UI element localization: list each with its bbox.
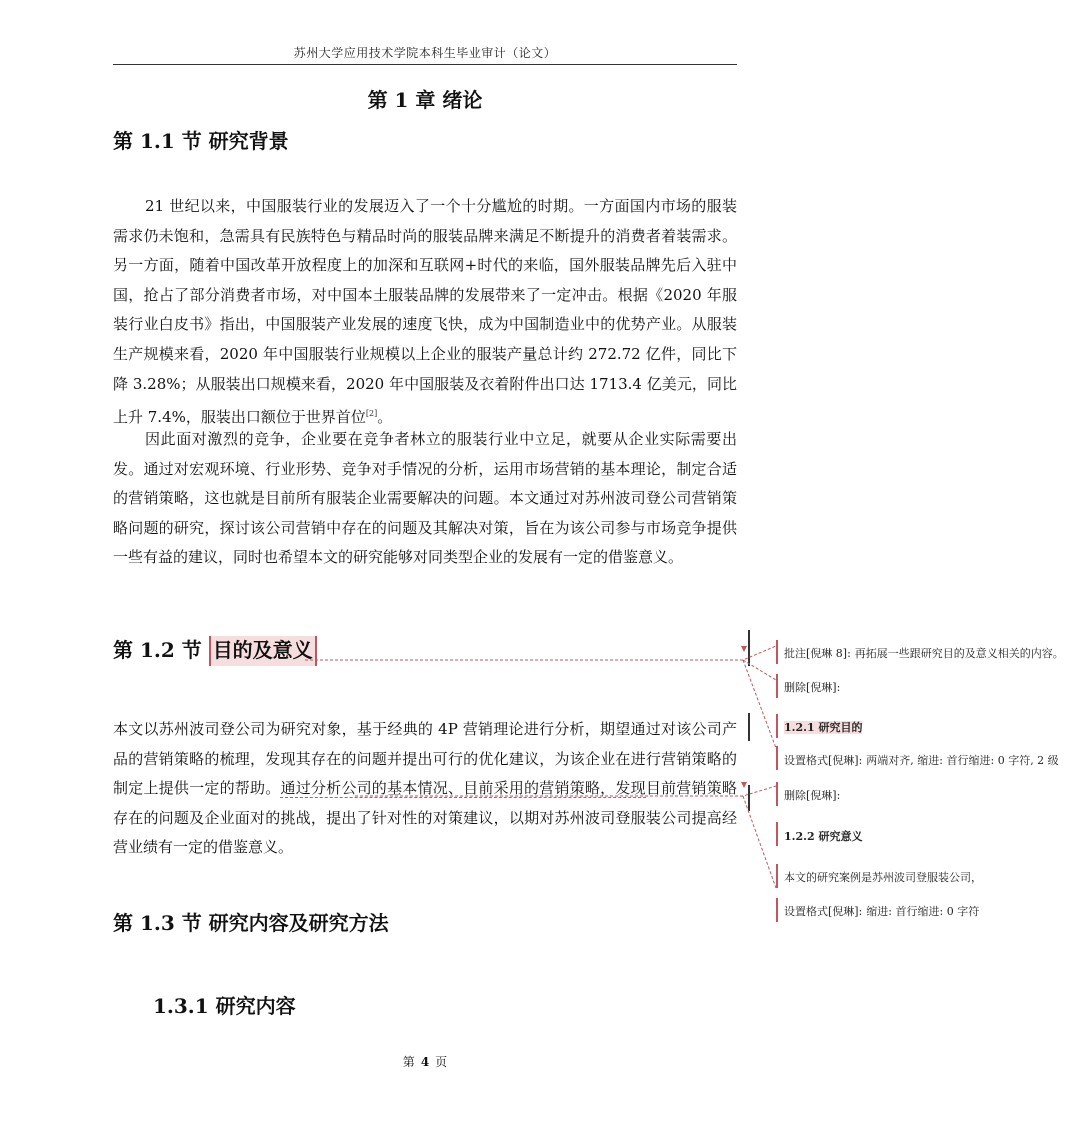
page-number-prefix: 第	[402, 1055, 415, 1069]
balloon-label: 删除[倪琳]:	[784, 681, 841, 694]
balloon-accent	[776, 782, 778, 806]
purpose-text-3: 目前营销策略存在的问题及企业面对的挑战，提出了针对性的对策建议，以期对苏州波司登服装公司提高经营业绩有一定的借鉴意义。	[113, 779, 737, 857]
commented-heading-text[interactable]: 目的及意义	[209, 636, 317, 666]
balloon-body: 本文的研究案例是苏州波司登服装公司，	[784, 871, 982, 884]
section-title-1-1: 第 1.1 节 研究背景	[113, 129, 289, 153]
balloon-label: 设置格式[倪琳]:	[784, 754, 863, 767]
sentence-end: 。	[377, 408, 393, 427]
background-paragraph-1	[113, 192, 737, 433]
chapter-title: 第 1 章 绪论	[367, 88, 483, 112]
deleted-text-balloon[interactable]	[784, 869, 982, 885]
subsection-title-1-3-1: 1.3.1 研究内容	[153, 994, 296, 1018]
balloon-accent	[776, 674, 778, 698]
balloon-accent	[776, 822, 778, 846]
purpose-paragraph	[113, 715, 737, 863]
deleted-heading-balloon[interactable]	[784, 828, 862, 844]
change-bar	[748, 785, 750, 811]
comment-balloon[interactable]	[784, 645, 1064, 661]
balloon-accent	[776, 898, 778, 922]
balloon-body: 1.2.2 研究意义	[784, 830, 863, 843]
section-title-1-3: 第 1.3 节 研究内容及研究方法	[113, 911, 389, 935]
deletion-balloon[interactable]	[784, 787, 844, 803]
background-text-1: 21 世纪以来，中国服装行业的发展迈入了一个十分尴尬的时期。一方面国内市场的服装需求仍未饱和，急需具有民族特色与精品时尚的服装品牌来满足不断提升的消费者着装需求。另一方面，随着中国改革开放程度上的加深和互联网+时代的来临，国外服装品牌先后入驻中国，抢占了部分消费者市场，对中国本土服装品牌的发展带来了一定冲击。根据《2020 年服装行业白皮书》指出，中国服装产业发展的速度飞快，成为中国制造业中的优势产业。从服装生产规模来看，2020 年中国服装行业规模以上企业的服装产量总计约 272.72 亿件，同比下降 3.28%；从服装出口规模来看，2020 年中国服装及衣着附件出口达 1713.4 亿美元，同比上升 7.4%，服装出口额位于世界首位	[113, 197, 737, 427]
balloon-label: 批注[倪琳 8]:	[784, 647, 851, 660]
format-balloon[interactable]	[784, 752, 1059, 768]
balloon-label: 删除[倪琳]:	[784, 789, 841, 802]
citation-2[interactable]: [2]	[365, 409, 378, 419]
deletion-balloon[interactable]	[784, 679, 844, 695]
deleted-range-marker[interactable]: 通过分析公司的基本情况、目前采用的营销策略，发现	[280, 779, 646, 798]
page-number-suffix: 页	[435, 1055, 448, 1069]
balloon-accent	[776, 864, 778, 888]
balloon-body: 缩进: 首行缩进: 0 字符	[866, 905, 980, 918]
balloon-label: 设置格式[倪琳]:	[784, 905, 863, 918]
deleted-heading-balloon[interactable]	[784, 719, 862, 735]
balloon-accent	[776, 746, 778, 770]
balloon-body: 再拓展一些跟研究目的及意义相关的内容。	[854, 647, 1064, 660]
purpose-text-1: 本文以苏州波司登公司为研究对象，基于经典的 4P 营销理论进行分析，期望通过对该公司产品的营销策略的梳理，发现其存在的问题并提出可行的优化建议，为该企业在进行营销策略的制定上提供一定的帮助。	[113, 720, 737, 798]
background-paragraph-2: 因此面对激烈的竞争，企业要在竞争者林立的服装行业中立足，就要从企业实际需要出发。通过对宏观环境、行业形势、竞争对手情况的分析，运用市场营销的基本理论，制定合适的营销策略，这也就是目前所有服装企业需要解决的问题。本文通过对苏州波司登公司营销策略问题的研究，探讨该公司营销中存在的问题及其解决对策，旨在为该公司参与市场竞争提供一些有益的建议，同时也希望本文的研究能够对同类型企业的发展有一定的借鉴意义。	[113, 430, 737, 567]
balloon-body: 1.2.1 研究目的	[784, 721, 863, 734]
running-header: 苏州大学应用技术学院本科生毕业审计（论文）	[293, 46, 557, 60]
change-bar	[748, 630, 750, 666]
change-bar	[748, 713, 750, 741]
comment-connector	[305, 646, 776, 660]
format-balloon[interactable]	[784, 903, 979, 919]
insert-caret	[741, 782, 747, 788]
insert-caret	[741, 646, 747, 652]
page-number	[113, 1053, 737, 1070]
section-title-1-2	[113, 634, 317, 663]
balloon-accent	[776, 714, 778, 738]
balloon-body: 两端对齐, 缩进: 首行缩进: 0 字符, 2 级	[866, 754, 1059, 767]
balloon-accent	[776, 640, 778, 664]
page-number-value: 4	[420, 1055, 430, 1069]
header-rule	[113, 64, 737, 65]
section-number: 第 1.2 节	[113, 638, 209, 662]
